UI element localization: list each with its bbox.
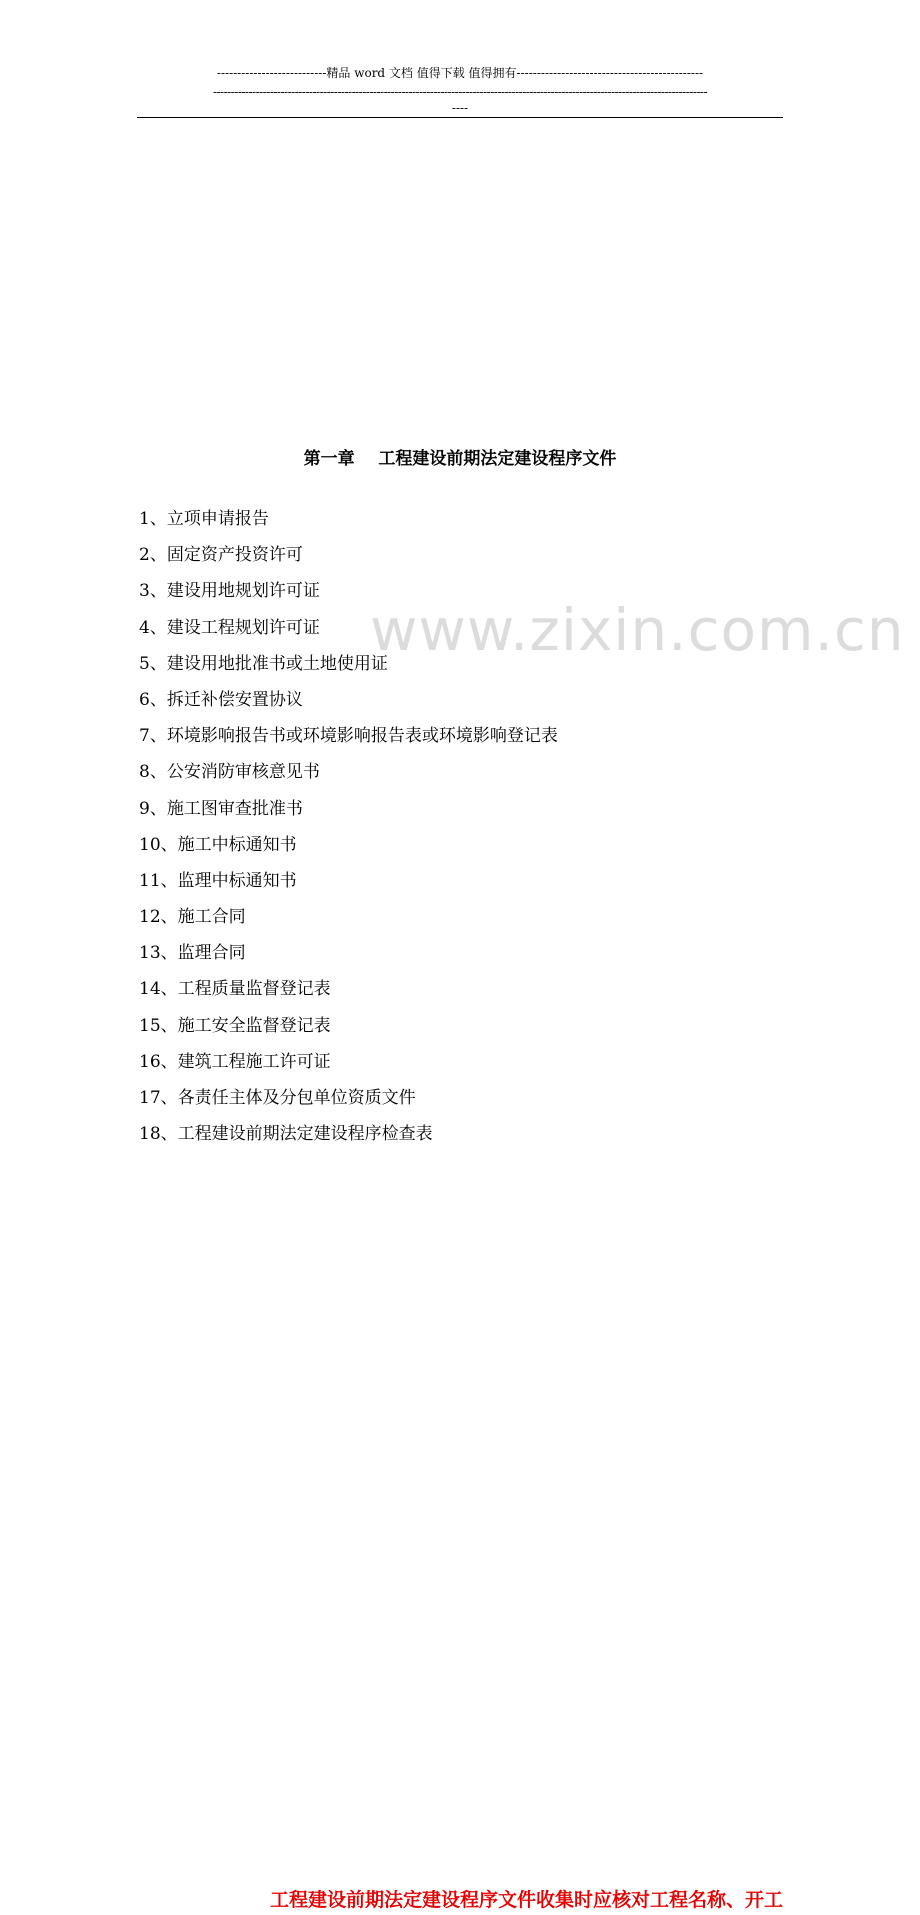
list-item: 7、环境影响报告书或环境影响报告表或环境影响登记表 bbox=[139, 726, 558, 747]
list-item: 3、建设用地规划许可证 bbox=[139, 581, 320, 602]
list-item: 15、施工安全监督登记表 bbox=[139, 1015, 331, 1036]
list-item: 5、建设用地批准书或土地使用证 bbox=[139, 653, 388, 674]
chapter-title: 第一章 工程建设前期法定建设程序文件 bbox=[303, 449, 617, 469]
list-item: 8、公安消防审核意见书 bbox=[139, 762, 320, 783]
header-line-1: ---------------------------精品 word 文档 值得下载 值得拥有---------------------------------------------- bbox=[216, 66, 704, 80]
list-item: 1、立项申请报告 bbox=[139, 509, 269, 529]
watermark-text: www.zixin.com.cn bbox=[370, 596, 905, 664]
list-item: 12、施工合同 bbox=[139, 907, 246, 928]
header-line-2: ------------------------------------------------------------------------------------------------------------------------------------------- bbox=[212, 85, 708, 99]
list-item: 6、拆迁补偿安置协议 bbox=[139, 689, 303, 710]
header-line-3: ---- bbox=[451, 101, 469, 115]
list-item: 2、固定资产投资许可 bbox=[139, 545, 303, 566]
list-item: 13、监理合同 bbox=[139, 943, 246, 964]
document-list bbox=[139, 506, 779, 1157]
list-item: 16、建筑工程施工许可证 bbox=[139, 1051, 331, 1072]
list-item: 4、建设工程规划许可证 bbox=[139, 617, 320, 638]
notice-text: 工程建设前期法定建设程序文件收集时应核对工程名称、开工 bbox=[269, 1889, 783, 1912]
list-item: 18、工程建设前期法定建设程序检查表 bbox=[139, 1124, 433, 1145]
page-header bbox=[137, 64, 783, 114]
list-item: 10、施工中标通知书 bbox=[139, 834, 297, 855]
list-item: 17、各责任主体及分包单位资质文件 bbox=[139, 1088, 416, 1108]
list-item: 11、监理中标通知书 bbox=[139, 870, 297, 891]
header-rule bbox=[137, 117, 783, 118]
list-item: 9、施工图审查批准书 bbox=[139, 798, 303, 819]
list-item: 14、工程质量监督登记表 bbox=[139, 979, 331, 1000]
